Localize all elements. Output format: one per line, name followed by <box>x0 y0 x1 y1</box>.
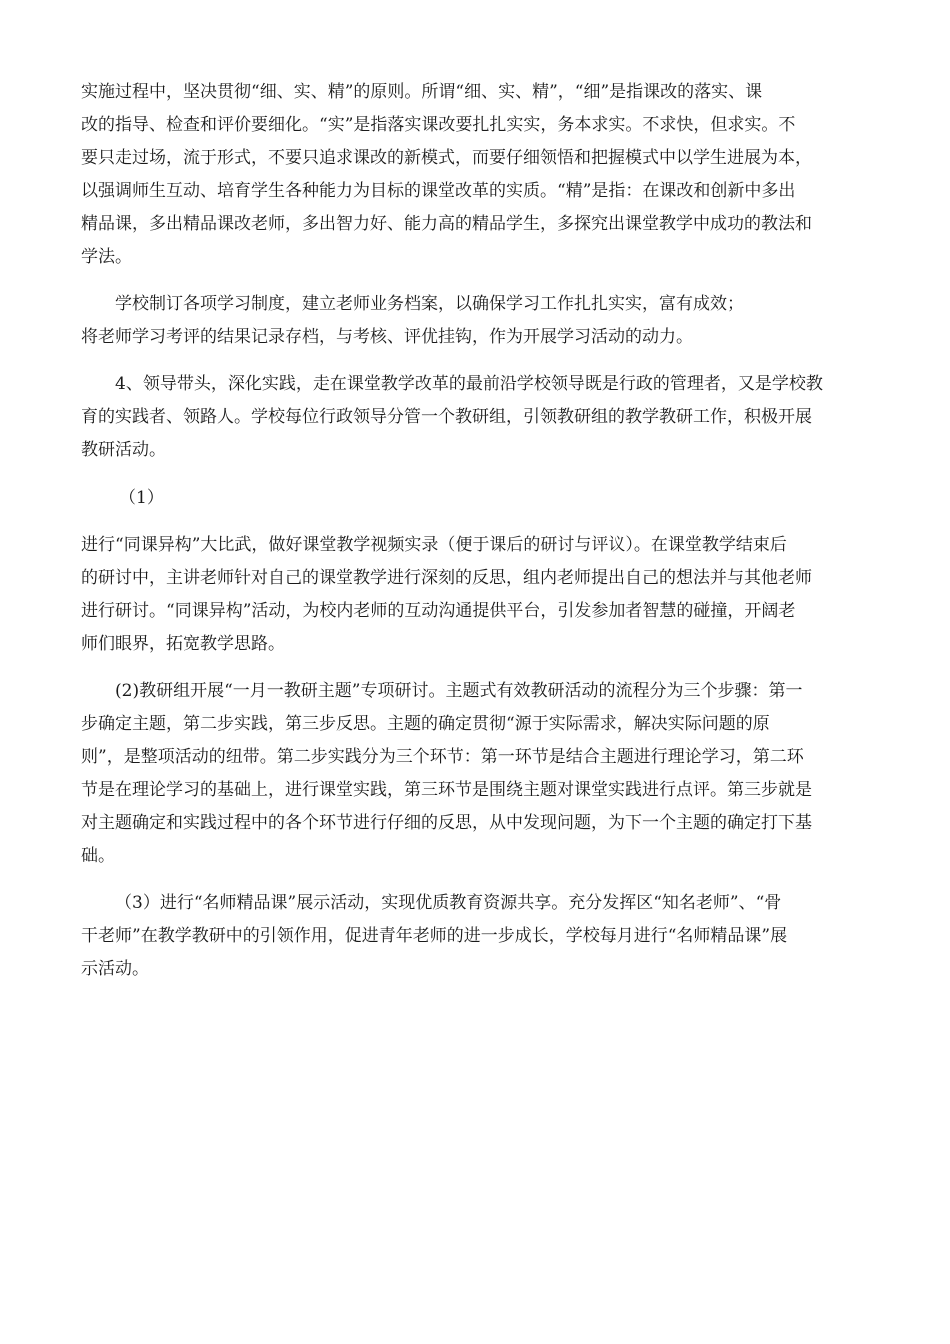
text-line: 对主题确定和实践过程中的各个环节进行仔细的反思，从中发现问题，为下一个主题的确定打下基 <box>81 813 812 833</box>
document-page <box>81 76 871 986</box>
text-line: 进行研讨。“同课异构”活动，为校内老师的互动沟通提供平台，引发参加者智慧的碰撞，开阔老 <box>81 601 796 621</box>
text-line: 示活动。 <box>81 959 149 979</box>
text-line: （1） <box>119 488 164 508</box>
paragraph-4 <box>81 482 871 661</box>
text-line: 以强调师生互动、培育学生各种能力为目标的课堂改革的实质。“精”是指：在课改和创新中多出 <box>81 181 796 201</box>
text-line: 学校制订各项学习制度，建立老师业务档案，以确保学习工作扎扎实实，富有成效； <box>115 294 744 314</box>
text-line: 要只走过场，流于形式，不要只追求课改的新模式，而要仔细领悟和把握模式中以学生进展为本， <box>81 148 812 168</box>
text-line: 学法。 <box>81 247 132 267</box>
text-line: (2)教研组开展“一月一教研主题”专项研讨。主题式有效教研活动的流程分为三个步骤：第一 <box>115 681 803 701</box>
text-line: 教研活动。 <box>81 440 166 460</box>
text-line: 改的指导、检查和评价要细化。“实”是指落实课改要扎扎实实，务本求实。不求快，但求实。不 <box>81 115 796 135</box>
text-line: 础。 <box>81 846 115 866</box>
text-line: 进行“同课异构”大比武，做好课堂教学视频实录（便于课后的研讨与评议）。在课堂教学结束后 <box>81 535 787 555</box>
text-line: 育的实践者、领路人。学校每位行政领导分管一个教研组，引领教研组的教学教研工作，积极开展 <box>81 407 812 427</box>
paragraph-3 <box>81 368 871 467</box>
text-line: 节是在理论学习的基础上，进行课堂实践，第三环节是围绕主题对课堂实践进行点评。第三步就是 <box>81 780 812 800</box>
text-line: 实施过程中，坚决贯彻“细、实、精”的原则。所谓“细、实、精”，“细”是指课改的落实、课 <box>81 82 763 102</box>
paragraph-5 <box>81 675 871 873</box>
paragraph-6 <box>81 887 871 986</box>
paragraph-2 <box>81 288 871 354</box>
text-line: 4、领导带头，深化实践，走在课堂教学改革的最前沿学校领导既是行政的管理者，又是学校教 <box>115 374 823 394</box>
text-line: 将老师学习考评的结果记录存档，与考核、评优挂钩，作为开展学习活动的动力。 <box>81 327 693 347</box>
text-line: 精品课，多出精品课改老师，多出智力好、能力高的精品学生，多探究出课堂教学中成功的教法和 <box>81 214 812 234</box>
text-line: 师们眼界，拓宽教学思路。 <box>81 634 285 654</box>
text-line: 步确定主题，第二步实践，第三步反思。主题的确定贯彻“源于实际需求，解决实际问题的原 <box>81 714 770 734</box>
text-line: 则”，是整项活动的纽带。第二步实践分为三个环节：第一环节是结合主题进行理论学习，第二环 <box>81 747 804 767</box>
text-line: 干老师”在教学教研中的引领作用，促进青年老师的进一步成长，学校每月进行“名师精品课”展 <box>81 926 788 946</box>
paragraph-1 <box>81 76 871 274</box>
text-line: （3）进行“名师精品课”展示活动，实现优质教育资源共享。充分发挥区“知名老师”、“骨 <box>115 893 782 913</box>
text-line: 的研讨中，主讲老师针对自己的课堂教学进行深刻的反思，组内老师提出自己的想法并与其他老师 <box>81 568 812 588</box>
